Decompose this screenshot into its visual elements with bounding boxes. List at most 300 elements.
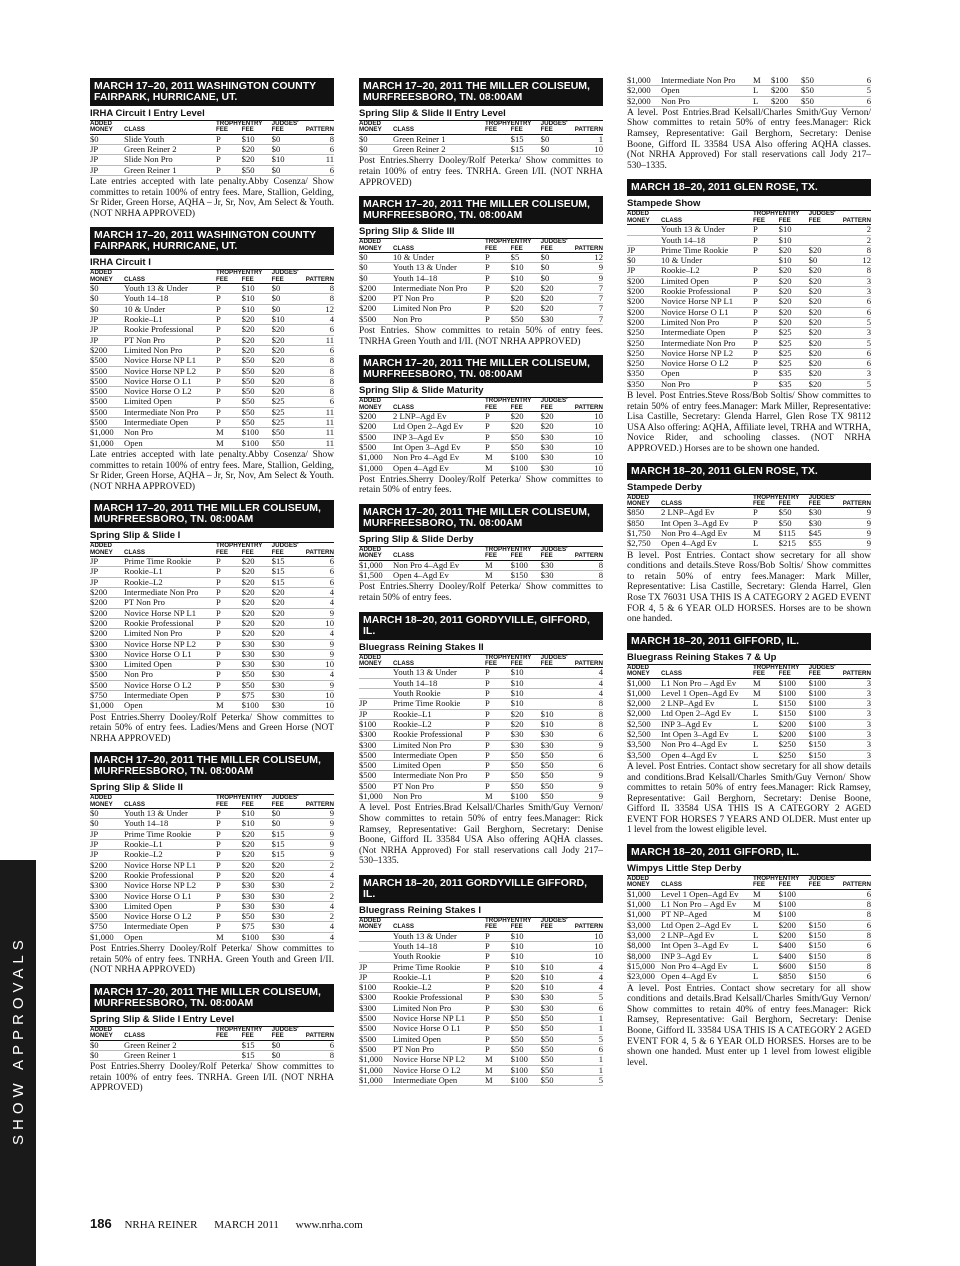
column-header: ENTRY FEE — [511, 918, 541, 931]
table-cell: $100 — [809, 699, 839, 709]
table-cell: 4 — [571, 678, 603, 688]
table-row — [90, 315, 334, 325]
table-cell: P — [216, 819, 242, 829]
table-cell: $20 — [272, 387, 302, 397]
table-cell: $30 — [242, 881, 272, 891]
table-cell: P — [485, 771, 511, 781]
table-cell: $3,000 — [627, 920, 661, 930]
classes-table — [90, 543, 334, 711]
table-cell: Rookie–L1 — [124, 567, 216, 577]
table-cell: $150 — [809, 972, 839, 982]
table-cell: Non Pro 4–Agd Ev — [661, 528, 753, 538]
table-cell: $50 — [801, 76, 831, 86]
table-cell: $1,000 — [359, 463, 393, 473]
table-cell: $30 — [272, 701, 302, 711]
table-cell: $20 — [541, 294, 571, 304]
table-cell: Prime Time Rookie — [124, 557, 216, 567]
column-header: JUDGES' FEE — [541, 547, 571, 560]
table-row — [359, 689, 603, 699]
table-row — [90, 557, 334, 567]
table-cell: 2 — [302, 860, 334, 870]
table-cell: $2,500 — [627, 719, 661, 729]
table-cell: 6 — [839, 941, 871, 951]
table-cell: $250 — [627, 338, 661, 348]
classes-table — [627, 876, 871, 982]
table-cell: $20 — [272, 608, 302, 618]
table-cell: $35 — [779, 379, 809, 389]
table-cell: $50 — [541, 792, 571, 802]
table-cell: $200 — [771, 96, 801, 106]
table-row — [90, 629, 334, 639]
table-row — [90, 932, 334, 942]
column-header: ADDED MONEY — [627, 665, 661, 678]
table-cell: $25 — [779, 348, 809, 358]
table-cell: M — [485, 1075, 511, 1085]
table-cell: 4 — [571, 689, 603, 699]
table-cell: 6 — [302, 165, 334, 175]
table-cell — [627, 225, 661, 235]
show-notes: Post Entries.Sherry Dooley/Rolf Peterka/ Show committes to retain 50% of entry fees. — [359, 474, 603, 496]
column-header: CLASS — [393, 239, 485, 252]
table-cell: $20 — [242, 618, 272, 628]
show-header: MARCH 18–20, 2011 GIFFORD, IL. — [627, 844, 871, 861]
table-cell: $20 — [511, 283, 541, 293]
column-header: JUDGES' FEE — [541, 918, 571, 931]
table-cell: 2 — [839, 225, 871, 235]
table-cell: $50 — [242, 680, 272, 690]
table-cell: L — [753, 96, 771, 106]
column-header: CLASS — [124, 121, 216, 134]
table-cell: $350 — [627, 379, 661, 389]
table-cell: $0 — [359, 253, 393, 263]
table-cell: 10 & Under — [393, 253, 485, 263]
show-section — [359, 612, 603, 867]
show-section — [627, 463, 871, 625]
table-cell: $20 — [809, 379, 839, 389]
table-cell: $30 — [511, 993, 541, 1003]
table-cell: Novice Horse O L2 — [661, 359, 753, 369]
table-cell: Youth 14–18 — [661, 235, 753, 245]
table-cell: Intermediate Non Pro — [124, 588, 216, 598]
table-cell: $30 — [541, 730, 571, 740]
sidebar — [0, 0, 36, 1266]
show-subtitle: Spring Slip & Slide I Entry Level — [90, 1014, 334, 1027]
table-cell: 8 — [302, 366, 334, 376]
table-cell: 10 — [571, 453, 603, 463]
table-row — [90, 670, 334, 680]
table-cell: $350 — [627, 369, 661, 379]
table-cell: $10 — [541, 709, 571, 719]
column-header: TROPHY FEE — [485, 120, 511, 134]
table-cell: P — [216, 809, 242, 819]
table-row — [90, 608, 334, 618]
table-cell: $200 — [90, 860, 124, 870]
table-cell: $20 — [779, 317, 809, 327]
table-cell: M — [753, 528, 779, 538]
table-cell: 8 — [571, 699, 603, 709]
table-cell: $100 — [771, 76, 801, 86]
table-cell: P — [753, 518, 779, 528]
table-cell: $20 — [511, 983, 541, 993]
table-cell: Green Reiner 2 — [124, 1040, 216, 1050]
column-header: ENTRY FEE — [511, 239, 541, 252]
table-cell: $200 — [359, 422, 393, 432]
column-header: TROPHY FEE — [753, 493, 779, 507]
table-cell: 6 — [831, 76, 871, 86]
table-cell — [541, 668, 571, 678]
table-cell: $20 — [809, 348, 839, 358]
table-cell: $200 — [359, 304, 393, 314]
table-row — [90, 588, 334, 598]
table-cell: $100 — [242, 932, 272, 942]
table-cell: $200 — [779, 931, 809, 941]
column-header: ADDED MONEY — [359, 398, 393, 411]
table-cell: P — [485, 314, 511, 324]
table-cell: $150 — [809, 920, 839, 930]
table-cell: Prime Time Rookie — [124, 829, 216, 839]
table-cell: $20 — [272, 376, 302, 386]
table-cell: 6 — [839, 307, 871, 317]
table-cell: 10 — [302, 660, 334, 670]
table-cell: 1 — [571, 134, 603, 144]
table-cell: $0 — [541, 263, 571, 273]
column-header: ENTRY FEE — [779, 211, 809, 224]
table-cell: 4 — [571, 972, 603, 982]
website-url: www.nrha.com — [295, 1219, 363, 1231]
table-cell: $8,000 — [627, 951, 661, 961]
table-cell: Limited Open — [124, 901, 216, 911]
table-cell: 10 — [571, 432, 603, 442]
table-cell: 8 — [839, 910, 871, 920]
table-cell: $215 — [779, 539, 809, 549]
table-cell: 6 — [302, 1040, 334, 1050]
table-header-row — [359, 547, 603, 560]
table-cell: 3 — [839, 740, 871, 750]
table-cell: Ltd Open 2–Agd Ev — [393, 422, 485, 432]
column-header: TROPHY FEE — [216, 794, 242, 808]
table-cell: $300 — [90, 639, 124, 649]
table-cell: 4 — [302, 670, 334, 680]
table-cell: JP — [627, 245, 661, 255]
column-header: PATTERN — [302, 121, 334, 134]
classes-table — [90, 795, 334, 943]
table-cell: $0 — [90, 809, 124, 819]
table-cell: Rookie–L2 — [124, 850, 216, 860]
table-row — [90, 577, 334, 587]
column-header: JUDGES' FEE — [809, 495, 839, 508]
table-row — [90, 829, 334, 839]
table-cell: P — [216, 881, 242, 891]
table-cell: L — [753, 951, 779, 961]
table-cell: $0 — [272, 819, 302, 829]
table-cell: L — [753, 709, 779, 719]
table-cell: $10 — [779, 235, 809, 245]
table-cell: P — [216, 670, 242, 680]
table-cell: $0 — [541, 253, 571, 263]
column-header: ADDED MONEY — [627, 211, 661, 224]
table-cell — [216, 1040, 242, 1050]
table-cell: 6 — [839, 359, 871, 369]
table-cell: $500 — [90, 407, 124, 417]
table-cell — [541, 678, 571, 688]
show-section — [627, 844, 871, 1068]
show-header: MARCH 18–20, 2011 GORDYVILLE, GIFFORD, IL. — [359, 612, 603, 640]
table-cell: $500 — [90, 356, 124, 366]
column-header: ADDED MONEY — [90, 543, 124, 556]
table-cell: 7 — [571, 283, 603, 293]
column-header: ENTRY FEE — [779, 876, 809, 889]
table-row — [90, 680, 334, 690]
table-cell: $500 — [359, 442, 393, 452]
table-row — [359, 283, 603, 293]
table-row — [627, 86, 871, 96]
table-cell: JP — [90, 155, 124, 165]
table-cell: 5 — [839, 317, 871, 327]
table-cell: P — [753, 379, 779, 389]
table-cell: M — [753, 688, 779, 698]
table-cell: $500 — [90, 912, 124, 922]
table-cell: $50 — [541, 771, 571, 781]
table-row — [90, 155, 334, 165]
table-cell: JP — [90, 315, 124, 325]
table-cell: P — [753, 266, 779, 276]
table-cell: $10 — [272, 155, 302, 165]
table-cell: $0 — [809, 256, 839, 266]
table-cell: $30 — [541, 571, 571, 581]
table-cell: JP — [359, 972, 393, 982]
table-cell: $30 — [541, 560, 571, 570]
column-header: JUDGES' FEE — [541, 121, 571, 134]
table-row — [627, 539, 871, 549]
table-cell: $20 — [272, 629, 302, 639]
table-cell: JP — [359, 962, 393, 972]
table-cell: P — [216, 829, 242, 839]
table-cell: $50 — [541, 1075, 571, 1085]
table-row — [359, 740, 603, 750]
table-cell: Slide Youth — [124, 134, 216, 144]
table-cell: $0 — [359, 134, 393, 144]
table-row — [359, 1065, 603, 1075]
column-header: CLASS — [661, 211, 753, 224]
table-row — [359, 263, 603, 273]
show-section — [90, 500, 334, 744]
table-cell: $150 — [779, 709, 809, 719]
show-notes: B level. Post Entries. Contact show secretary for all show conditions and details.Steve Ross/Bob Soltis/ Show committes to retain 50% of entry fees.Manager: Mark Miller, Representative: Lisa Castille, Secretary: Glenda Harrel, Glen Rose TX 76031 USA THIS IS A CATEGORY 2 AGED EVENT FOR 4, 5 & 6 YEAR OLD HORSES. Horses are to be shown one handed. — [627, 550, 871, 625]
table-cell: P — [216, 690, 242, 700]
table-cell: $100 — [242, 701, 272, 711]
table-header-row — [627, 495, 871, 508]
table-cell: Novice Horse NP L2 — [124, 366, 216, 376]
table-header-row — [90, 121, 334, 134]
table-cell: $500 — [359, 1014, 393, 1024]
table-cell: Rookie–L1 — [393, 709, 485, 719]
table-cell: P — [485, 1024, 511, 1034]
column-header: ENTRY FEE — [779, 495, 809, 508]
table-cell: $20 — [809, 317, 839, 327]
show-header: MARCH 17–20, 2011 WASHINGTON COUNTY FAIRPARK, HURRICANE, UT. — [90, 227, 334, 255]
table-cell: P — [753, 235, 779, 245]
table-header-row — [359, 918, 603, 931]
table-cell: P — [485, 442, 511, 452]
table-cell: P — [485, 941, 511, 951]
table-row — [90, 428, 334, 438]
table-cell: 4 — [571, 668, 603, 678]
table-row — [90, 701, 334, 711]
show-notes: Post Entries.Sherry Dooley/Rolf Peterka/ Show committes to retain 50% of entry fees. TNRHA. Green Youth and Green I/II. (NOT NRHA APPROVED) — [90, 944, 334, 976]
table-cell: L — [753, 931, 779, 941]
table-cell: $300 — [359, 740, 393, 750]
table-cell: Int Open 3–Agd Ev — [393, 442, 485, 452]
column-header: CLASS — [124, 543, 216, 556]
table-cell: $50 — [511, 1024, 541, 1034]
table-row — [90, 376, 334, 386]
show-notes: B level. Post Entries.Steve Ross/Bob Soltis/ Show committes to retain 50% of entry fees.Manager: Mark Miller, Representative: Lisa Castille, Secretary: Glenda Harrel, Glen Rose TX 98112 USA Also offering: AQHA, Affiliate level, TRHA and WTRHA, Novice Rider, and schooling classes. (NOT NRHA APPROVED.) Horses are to be shown one handed. — [627, 391, 871, 454]
table-cell: L — [753, 920, 779, 930]
table-cell — [809, 889, 839, 899]
column-header: ADDED MONEY — [90, 1027, 124, 1040]
column-header: JUDGES' FEE — [541, 398, 571, 411]
show-notes: Post Entries. Show committes to retain 50% of entry fees. TNRHA Green Youth and I/II. (NOT NRHA APPROVED) — [359, 326, 603, 347]
table-cell: 6 — [839, 920, 871, 930]
table-cell: $0 — [272, 304, 302, 314]
table-cell: $600 — [779, 961, 809, 971]
table-cell: $75 — [242, 690, 272, 700]
table-cell: 2 LNP–Agd Ev — [661, 508, 753, 518]
table-cell: $100 — [511, 453, 541, 463]
column-header: ADDED MONEY — [90, 121, 124, 134]
table-cell: $20 — [272, 618, 302, 628]
table-cell: $20 — [242, 325, 272, 335]
table-row — [627, 328, 871, 338]
table-cell: $10 — [541, 962, 571, 972]
table-cell: Novice Horse NP L1 — [124, 860, 216, 870]
column-header: JUDGES' FEE — [272, 1027, 302, 1040]
table-cell: $20 — [242, 557, 272, 567]
show-section — [359, 196, 603, 347]
table-cell: $50 — [242, 387, 272, 397]
table-cell: 10 — [302, 701, 334, 711]
table-cell: $500 — [359, 1044, 393, 1054]
table-cell: Novice Horse NP L2 — [124, 639, 216, 649]
table-cell: Rookie–L2 — [661, 266, 753, 276]
table-cell: PT Non Pro — [124, 598, 216, 608]
table-cell: M — [216, 932, 242, 942]
table-cell: $20 — [809, 287, 839, 297]
table-cell: 8 — [571, 571, 603, 581]
table-cell: $20 — [511, 709, 541, 719]
table-cell: M — [753, 910, 779, 920]
table-header-row — [627, 876, 871, 889]
table-cell: Prime Time Rookie — [661, 245, 753, 255]
table-cell: $100 — [359, 983, 393, 993]
table-cell: $2,750 — [627, 539, 661, 549]
table-cell: P — [753, 287, 779, 297]
table-cell: P — [216, 387, 242, 397]
table-cell — [359, 931, 393, 941]
table-cell: 10 — [571, 952, 603, 962]
table-cell: M — [485, 1065, 511, 1075]
table-cell: 4 — [302, 901, 334, 911]
column-header: TROPHY FEE — [216, 269, 242, 283]
column-header: ENTRY FEE — [511, 547, 541, 560]
table-cell: $20 — [242, 588, 272, 598]
table-cell: $300 — [90, 649, 124, 659]
table-cell: Intermediate Open — [124, 418, 216, 428]
table-cell: $30 — [541, 314, 571, 324]
table-cell: $850 — [627, 508, 661, 518]
table-row — [90, 618, 334, 628]
table-cell: P — [753, 245, 779, 255]
column-header: PATTERN — [571, 239, 603, 252]
table-cell: $500 — [359, 761, 393, 771]
table-cell: $200 — [90, 629, 124, 639]
table-cell: P — [753, 348, 779, 358]
column-header: ADDED MONEY — [627, 495, 661, 508]
table-cell: L1 Non Pro – Agd Ev — [661, 900, 753, 910]
table-cell: $30 — [272, 660, 302, 670]
column-header: ADDED MONEY — [627, 876, 661, 889]
table-cell: $50 — [801, 86, 831, 96]
table-cell: P — [216, 891, 242, 901]
table-cell: 4 — [571, 962, 603, 972]
column-header: PATTERN — [839, 665, 871, 678]
table-cell: L — [753, 719, 779, 729]
table-cell: $45 — [809, 528, 839, 538]
table-cell: Youth 13 & Under — [393, 263, 485, 273]
table-cell: $100 — [242, 428, 272, 438]
table-cell — [359, 689, 393, 699]
table-row — [627, 688, 871, 698]
table-cell: 3 — [839, 699, 871, 709]
table-cell: $100 — [779, 910, 809, 920]
table-cell: 4 — [302, 588, 334, 598]
table-cell: $30 — [541, 442, 571, 452]
table-cell: $30 — [272, 891, 302, 901]
table-cell: $5 — [511, 253, 541, 263]
table-cell: $20 — [809, 266, 839, 276]
table-cell: $0 — [90, 284, 124, 294]
table-cell — [627, 235, 661, 245]
table-cell: Rookie–L1 — [124, 840, 216, 850]
table-cell: 3 — [839, 688, 871, 698]
table-cell: $50 — [511, 1014, 541, 1024]
table-cell: M — [216, 438, 242, 448]
table-cell: P — [753, 508, 779, 518]
table-cell: Prime Time Rookie — [393, 962, 485, 972]
table-cell: $250 — [627, 359, 661, 369]
column-header: ENTRY FEE — [779, 665, 809, 678]
table-cell: $20 — [511, 719, 541, 729]
table-row — [627, 931, 871, 941]
table-cell: 4 — [302, 922, 334, 932]
table-cell: $20 — [779, 307, 809, 317]
table-row — [359, 983, 603, 993]
table-row — [90, 345, 334, 355]
table-cell: $50 — [272, 428, 302, 438]
table-cell: $15 — [511, 134, 541, 144]
show-header: MARCH 17–20, 2011 THE MILLER COLISEUM, MURFREESBORO, TN. 08:00AM — [359, 78, 603, 106]
table-cell: $25 — [779, 359, 809, 369]
table-cell: P — [753, 297, 779, 307]
table-row — [90, 387, 334, 397]
table-cell: P — [216, 284, 242, 294]
show-header: MARCH 18–20, 2011 GLEN ROSE, TX. — [627, 463, 871, 480]
table-cell: 6 — [302, 145, 334, 155]
table-cell: Youth 13 & Under — [661, 225, 753, 235]
table-cell: $20 — [541, 422, 571, 432]
table-cell: P — [216, 618, 242, 628]
table-cell: JP — [90, 567, 124, 577]
